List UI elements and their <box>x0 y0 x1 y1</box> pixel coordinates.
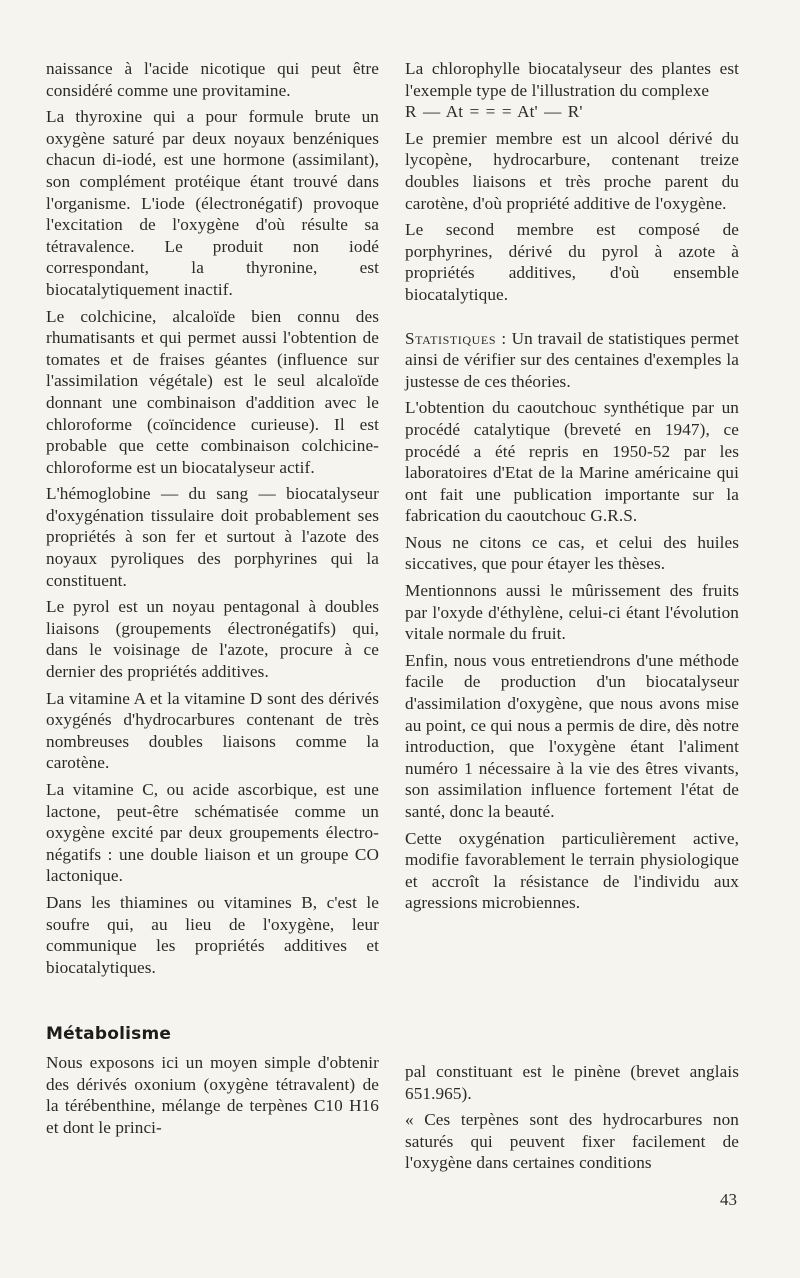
paragraph: Dans les thiamines ou vitamines B, c'est le soufre qui, au lieu de l'oxygène, leur communique les propriétés additives et biocatalytiques. <box>46 892 379 977</box>
paragraph: Cette oxygénation particulièrement active, modifie favorablement le terrain physiologique et accroît la résistance de l'individu aux agressions microbiennes. <box>405 828 739 913</box>
page-number: 43 <box>720 1190 737 1209</box>
paragraph: La vitamine C, ou acide ascorbique, est une lactone, peut-être schématisée comme un oxygène excité par deux groupements électro-négatifs : une double liaison et un groupe CO lactonique. <box>46 780 379 886</box>
right-column-top <box>405 58 739 919</box>
paragraph: Nous ne citons ce cas, et celui des huiles siccatives, que pour étayer les thèses. <box>405 532 739 574</box>
paragraph-text: La chlorophylle biocatalyseur des plantes est l'exemple type de l'illustration du complexe <box>405 59 739 100</box>
right-column-bottom <box>405 1061 739 1179</box>
paragraph: La thyroxine qui a pour formule brute un oxygène saturé par deux noyaux benzéniques chacun di-iodé, est une hormone (assimilant), son complément protéique étant trouvé dans l'organisme. L'iode (électronégatif) provoque l'excitation de l'oxygène d'où résulte sa tétravalence. Le produit non iodé correspondant, la thyronine, est biocatalytiquement inactif. <box>46 107 379 299</box>
paragraph: L'obtention du caoutchouc synthétique par un procédé catalytique (breveté en 1947), ce procédé a été repris en 1950-52 par les laboratoires d'Etat de la Marine américaine qui ont fait une publication importante sur la fabrication du caoutchouc G.R.S. <box>405 398 739 526</box>
statistiques-paragraph <box>405 328 739 393</box>
statistiques-text: Un travail de statistiques permet ainsi de vérifier sur des centaines d'exemples la justesse de ces théories. <box>405 328 739 391</box>
section-heading: Métabolisme <box>46 1024 172 1044</box>
paragraph: Enfin, nous vous entretiendrons d'une méthode facile de production d'un biocatalyseur d'assimilation d'oxygène, que nous avons mise au point, ce qui nous a permis de dire, dès notre introduction, que l'oxygène étant l'aliment numéro 1 nécessaire à la vie des êtres vivants, son assimilation influence fortement l'état de santé, donc la beauté. <box>405 650 739 821</box>
paragraph: naissance à l'acide nicotique qui peut être considéré comme une provitamine. <box>46 59 379 100</box>
paragraph: Le second membre est composé de porphyrines, dérivé du pyrol à azote à propriétés additives, d'où ensemble biocatalytique. <box>405 220 739 304</box>
paragraph: L'hémoglobine — du sang — biocatalyseur d'oxygénation tissulaire doit probablement ses propriétés à son fer et surtout à l'azote des noyaux pyroliques des porphyrines qui la constituent. <box>46 484 379 590</box>
statistiques-label: Statistiques : <box>405 328 507 348</box>
paragraph: La vitamine A et la vitamine D sont des dérivés oxygénés d'hydrocarbures contenant de très nombreuses doubles liaisons comme la carotène. <box>46 688 379 773</box>
paragraph: Le premier membre est un alcool dérivé du lycopène, hydrocarbure, contenant treize doubles liaisons et très proche parent du carotène, d'où propriété additive de l'oxygène. <box>405 128 739 213</box>
paragraph: Le colchicine, alcaloïde bien connu des rhumatisants et qui permet aussi l'obtention de tomates et de fraises géantes (influence sur l'assimilation végétale) est le seul alcaloïde donnant une combinaison d'addition avec le chloroforme (coïncidence curieuse). Il est probable que cette combinaison colchicine-chloroforme est un biocatalyseur actif. <box>46 306 379 477</box>
left-column-bottom <box>46 1052 379 1143</box>
paragraph: Nous exposons ici un moyen simple d'obtenir des dérivés oxonium (oxygène tétravalent) de la térébenthine, mélange de terpènes C10 H16 et dont le princi- <box>46 1053 379 1137</box>
chlorophylle-intro <box>405 58 739 123</box>
paragraph: pal constituant est le pinène (brevet anglais 651.965). <box>405 1062 739 1103</box>
paragraph: Mentionnons aussi le mûrissement des fruits par l'oxyde d'éthylène, celui-ci étant l'évolution vitale normale du fruit. <box>405 581 739 644</box>
chemical-formula: R — At = = = At' — R' <box>405 102 583 122</box>
paragraph: Le pyrol est un noyau pentagonal à doubles liaisons (groupements électronégatifs) qui, dans le voisinage de l'azote, procure à ce dernier des propriétés additives. <box>46 597 379 682</box>
paragraph: « Ces terpènes sont des hydrocarbures non saturés qui peuvent fixer facilement de l'oxygène dans certaines conditions <box>405 1110 739 1173</box>
left-column-top <box>46 58 379 983</box>
